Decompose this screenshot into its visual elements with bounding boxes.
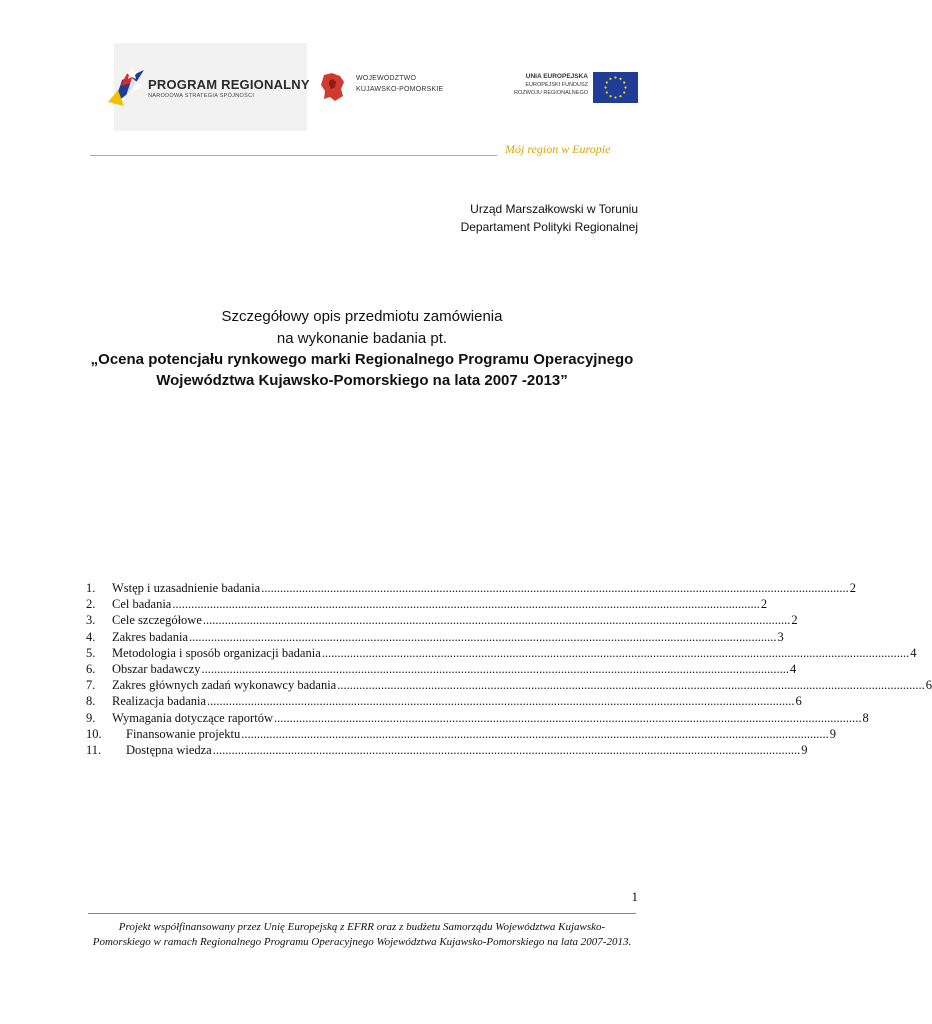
toc-item-label: Wymagania dotyczące raportów bbox=[112, 710, 273, 725]
region-coat-of-arms-icon bbox=[320, 72, 346, 102]
toc-item-label: Dostępna wiedza bbox=[126, 742, 212, 757]
toc-item-number: 4. bbox=[86, 629, 96, 644]
eu-logo-line2: EUROPEJSKI FUNDUSZ bbox=[525, 82, 588, 88]
toc-item-label: Cele szczegółowe bbox=[112, 613, 202, 628]
region-logo-line2: KUJAWSKO-POMORSKIE bbox=[356, 86, 444, 93]
toc-item[interactable] bbox=[86, 742, 808, 758]
toc-item-number: 7. bbox=[86, 678, 96, 693]
toc-item[interactable] bbox=[86, 629, 784, 645]
region-logo-line1: WOJEWÓDZTWO bbox=[356, 75, 417, 82]
toc-item-page: 2 bbox=[760, 597, 768, 612]
toc-leader-dots: ............................................................................................................................................................................................ bbox=[337, 678, 925, 693]
toc-item[interactable] bbox=[86, 710, 869, 726]
eu-logo-line1: UNIA EUROPEJSKA bbox=[525, 73, 588, 80]
document-title-line2: na wykonanie badania pt. bbox=[276, 330, 448, 347]
toc-item-number: 5. bbox=[86, 645, 96, 660]
program-logo-subtitle: NARODOWA STRATEGIA SPÓJNOŚCI bbox=[148, 93, 255, 99]
toc-leader-dots: ............................................................................................................................................................................................ bbox=[261, 581, 849, 595]
toc-item[interactable] bbox=[86, 677, 932, 693]
toc-leader-dots: ............................................................................................................................................................................................ bbox=[212, 742, 801, 757]
toc-leader-dots: ............................................................................................................................................................................................ bbox=[201, 661, 789, 676]
toc-item-page: 4 bbox=[790, 661, 797, 676]
address-office: Urząd Marszałkowski w Toruniu bbox=[470, 202, 638, 216]
motto-rule bbox=[90, 155, 497, 156]
toc-item-label: Zakres głównych zadań wykonawcy badania bbox=[112, 678, 337, 693]
toc-item-page: 9 bbox=[829, 726, 836, 741]
toc-item-number: 9. bbox=[86, 710, 96, 725]
toc-item-page: 6 bbox=[795, 694, 802, 709]
toc-item-label: Cel badania bbox=[112, 597, 172, 612]
toc-item[interactable] bbox=[86, 612, 798, 628]
toc-item[interactable] bbox=[86, 580, 856, 596]
toc-item-page: 4 bbox=[910, 645, 917, 660]
eu-logo-line3: ROZWOJU REGIONALNEGO bbox=[514, 90, 588, 96]
page-number: 1 bbox=[631, 889, 638, 904]
toc-leader-dots: ............................................................................................................................................................................................ bbox=[321, 645, 910, 660]
footer-rule bbox=[88, 913, 636, 914]
toc-item-label: Zakres badania bbox=[112, 629, 189, 644]
toc-leader-dots: ............................................................................................................................................................................................ bbox=[172, 597, 760, 612]
eu-flag-icon bbox=[593, 72, 638, 103]
toc-leader-dots: ............................................................................................................................................................................................ bbox=[241, 726, 829, 741]
toc-item-label: Realizacja badania bbox=[112, 694, 207, 709]
toc-item-page: 6 bbox=[925, 678, 932, 693]
toc-item-label: Wstęp i uzasadnienie badania bbox=[112, 581, 261, 595]
toc-item-number: 10. bbox=[86, 726, 102, 741]
eu-logo-text bbox=[504, 73, 588, 97]
toc-item[interactable] bbox=[86, 726, 836, 742]
toc-item-page: 9 bbox=[801, 742, 808, 757]
toc-item[interactable] bbox=[86, 596, 768, 612]
toc-leader-dots: ............................................................................................................................................................................................ bbox=[207, 694, 795, 709]
toc-item-label: Metodologia i sposób organizacji badania bbox=[112, 645, 321, 660]
toc-item[interactable] bbox=[86, 693, 802, 709]
footer-cofinancing-note: Projekt współfinansowany przez Unię Europejską z EFRR oraz z budżetu Samorządu Województwa Kujawsko-Pomorskiego w ramach Regionalnego Programu Operacyjnego Województwa Kujawsko-Pomorskiego na lata 2007-2013. bbox=[92, 921, 632, 948]
toc-item-number: 2. bbox=[86, 597, 96, 612]
program-regionalny-logo-icon bbox=[108, 66, 144, 106]
document-title-line4: Województwa Kujawsko-Pomorskiego na lata 2007 -2013” bbox=[156, 372, 568, 389]
address-department: Departament Polityki Regionalnej bbox=[460, 220, 638, 234]
toc-item-number: 1. bbox=[86, 581, 96, 595]
toc-item-page: 2 bbox=[791, 613, 798, 628]
toc-item-page: 2 bbox=[849, 581, 856, 595]
toc-item-page: 8 bbox=[862, 710, 869, 725]
toc-item-number: 6. bbox=[86, 661, 96, 676]
program-logo-title: PROGRAM REGIONALNY bbox=[148, 77, 310, 92]
document-title-line1: Szczegółowy opis przedmiotu zamówienia bbox=[221, 308, 503, 325]
toc-item-number: 11. bbox=[86, 742, 102, 757]
toc-item-number: 3. bbox=[86, 613, 96, 628]
toc-leader-dots: ............................................................................................................................................................................................ bbox=[273, 710, 862, 725]
toc-item[interactable] bbox=[86, 645, 917, 661]
toc-item[interactable] bbox=[86, 661, 797, 677]
toc-leader-dots: ............................................................................................................................................................................................ bbox=[189, 629, 777, 644]
toc-leader-dots: ............................................................................................................................................................................................ bbox=[202, 613, 791, 628]
toc-item-number: 8. bbox=[86, 694, 96, 709]
toc-item-label: Finansowanie projektu bbox=[126, 726, 241, 741]
table-of-contents bbox=[86, 580, 932, 758]
motto-text: Mój region w Europie bbox=[505, 142, 611, 156]
toc-item-page: 3 bbox=[777, 629, 784, 644]
toc-item-label: Obszar badawczy bbox=[112, 661, 201, 676]
document-title-line3: „Ocena potencjału rynkowego marki Regionalnego Programu Operacyjnego bbox=[90, 351, 634, 368]
